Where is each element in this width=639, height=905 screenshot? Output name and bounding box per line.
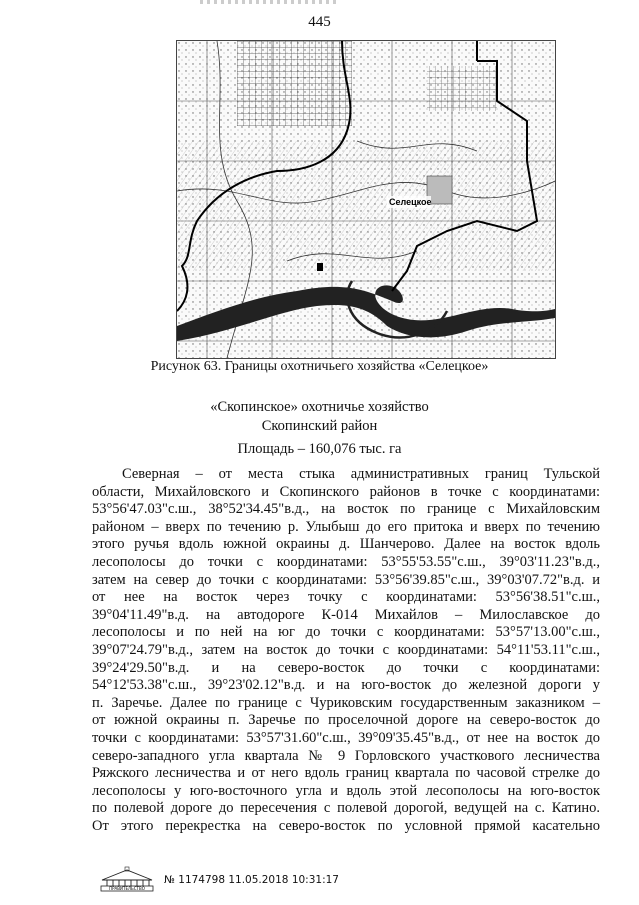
body-line: 54°12'53.38"с.ш., 39°23'02.12"в.д. и на юго-восток до железной дороги у — [92, 677, 600, 694]
body-line: п. Заречье. Далее по границе с Чуриковским государственным заказником – — [92, 694, 600, 711]
body-line: От этого перекрестка на северо-восток по условной прямой касательно — [92, 817, 600, 834]
hunting-ground-map — [176, 40, 556, 359]
body-line: Ряжского лесничества и от него вдоль границ квартала по часовой стрелке до — [92, 765, 600, 782]
section-title: «Скопинское» охотничье хозяйство — [210, 399, 429, 415]
figure-caption: Рисунок 63. Границы охотничьего хозяйства «Селецкое» — [150, 359, 489, 374]
body-line: точки с координатами: 53°57'31.60"с.ш., 39°09'35.45"в.д., от нее на восток до — [92, 729, 600, 746]
body-line: северо-западного угла квартала № 9 Горловского участкового лесничества — [92, 747, 600, 764]
body-line: 39°07'24.79"в.д., затем на восток до точки с координатами: 54°11'53.11"с.ш., — [92, 641, 600, 658]
body-line: от нее на восток через точку с координатами: 53°56'38.51"с.ш., — [92, 589, 600, 606]
section-area: Площадь – 160,076 тыс. га — [237, 441, 402, 457]
section-district: Скопинский район — [261, 418, 378, 434]
body-line: Северная – от места стыка административных границ Тульской — [122, 466, 600, 482]
map-drawing — [177, 41, 555, 358]
body-line: лесополосы до точки с координатами: 53°55'53.55"с.ш., 39°03'11.23"в.д., — [92, 553, 600, 570]
body-line: лесополосы у юго-восточного угла и вдоль этой лесополосы на юго-восток — [92, 782, 600, 799]
body-line: лесополосы и по ней на юг до точки с координатами: 53°57'13.00"с.ш., — [92, 624, 600, 641]
body-line: по полевой дороге до пересечения с полевой дорогой, ведущей на с. Катино. — [92, 800, 600, 817]
stamp-label: ПРАВИТЕЛЬСТВО — [109, 886, 145, 891]
body-line: 39°24'29.50"в.д. и на северо-восток до точки с координатами: — [92, 659, 600, 676]
body-line: от южной окраины п. Заречье по проселочной дороге на северо-восток до — [92, 712, 600, 729]
body-line: области, Михайловского и Скопинского районов в точке с координатами: — [92, 483, 600, 500]
map-label-seletskoe: Селецкое — [389, 197, 432, 207]
boundary-description — [92, 466, 600, 835]
footer — [98, 866, 518, 892]
document-registration-info: № 1174798 11.05.2018 10:31:17 — [164, 874, 339, 886]
body-line: 39°04'11.49"в.д. на автодороге К-014 Михайлов – Милославское до — [92, 606, 600, 623]
body-line: 53°56'47.03"с.ш., 38°52'34.45"в.д., на восток по границе с Михайловским — [92, 501, 600, 518]
body-line: затем на север до точки с координатами: 53°56'39.85"с.ш., 39°03'07.72"в.д. и — [92, 571, 600, 588]
government-stamp-icon — [98, 866, 156, 892]
scan-artifact — [200, 0, 340, 4]
body-line: этого ручья вдоль южной окраины д. Шанчерово. Далее на восток вдоль — [92, 536, 600, 553]
body-line: районом – вверх по течению р. Улыбыш до его притока и вверх по течению — [92, 518, 600, 535]
page-number: 445 — [308, 14, 331, 30]
